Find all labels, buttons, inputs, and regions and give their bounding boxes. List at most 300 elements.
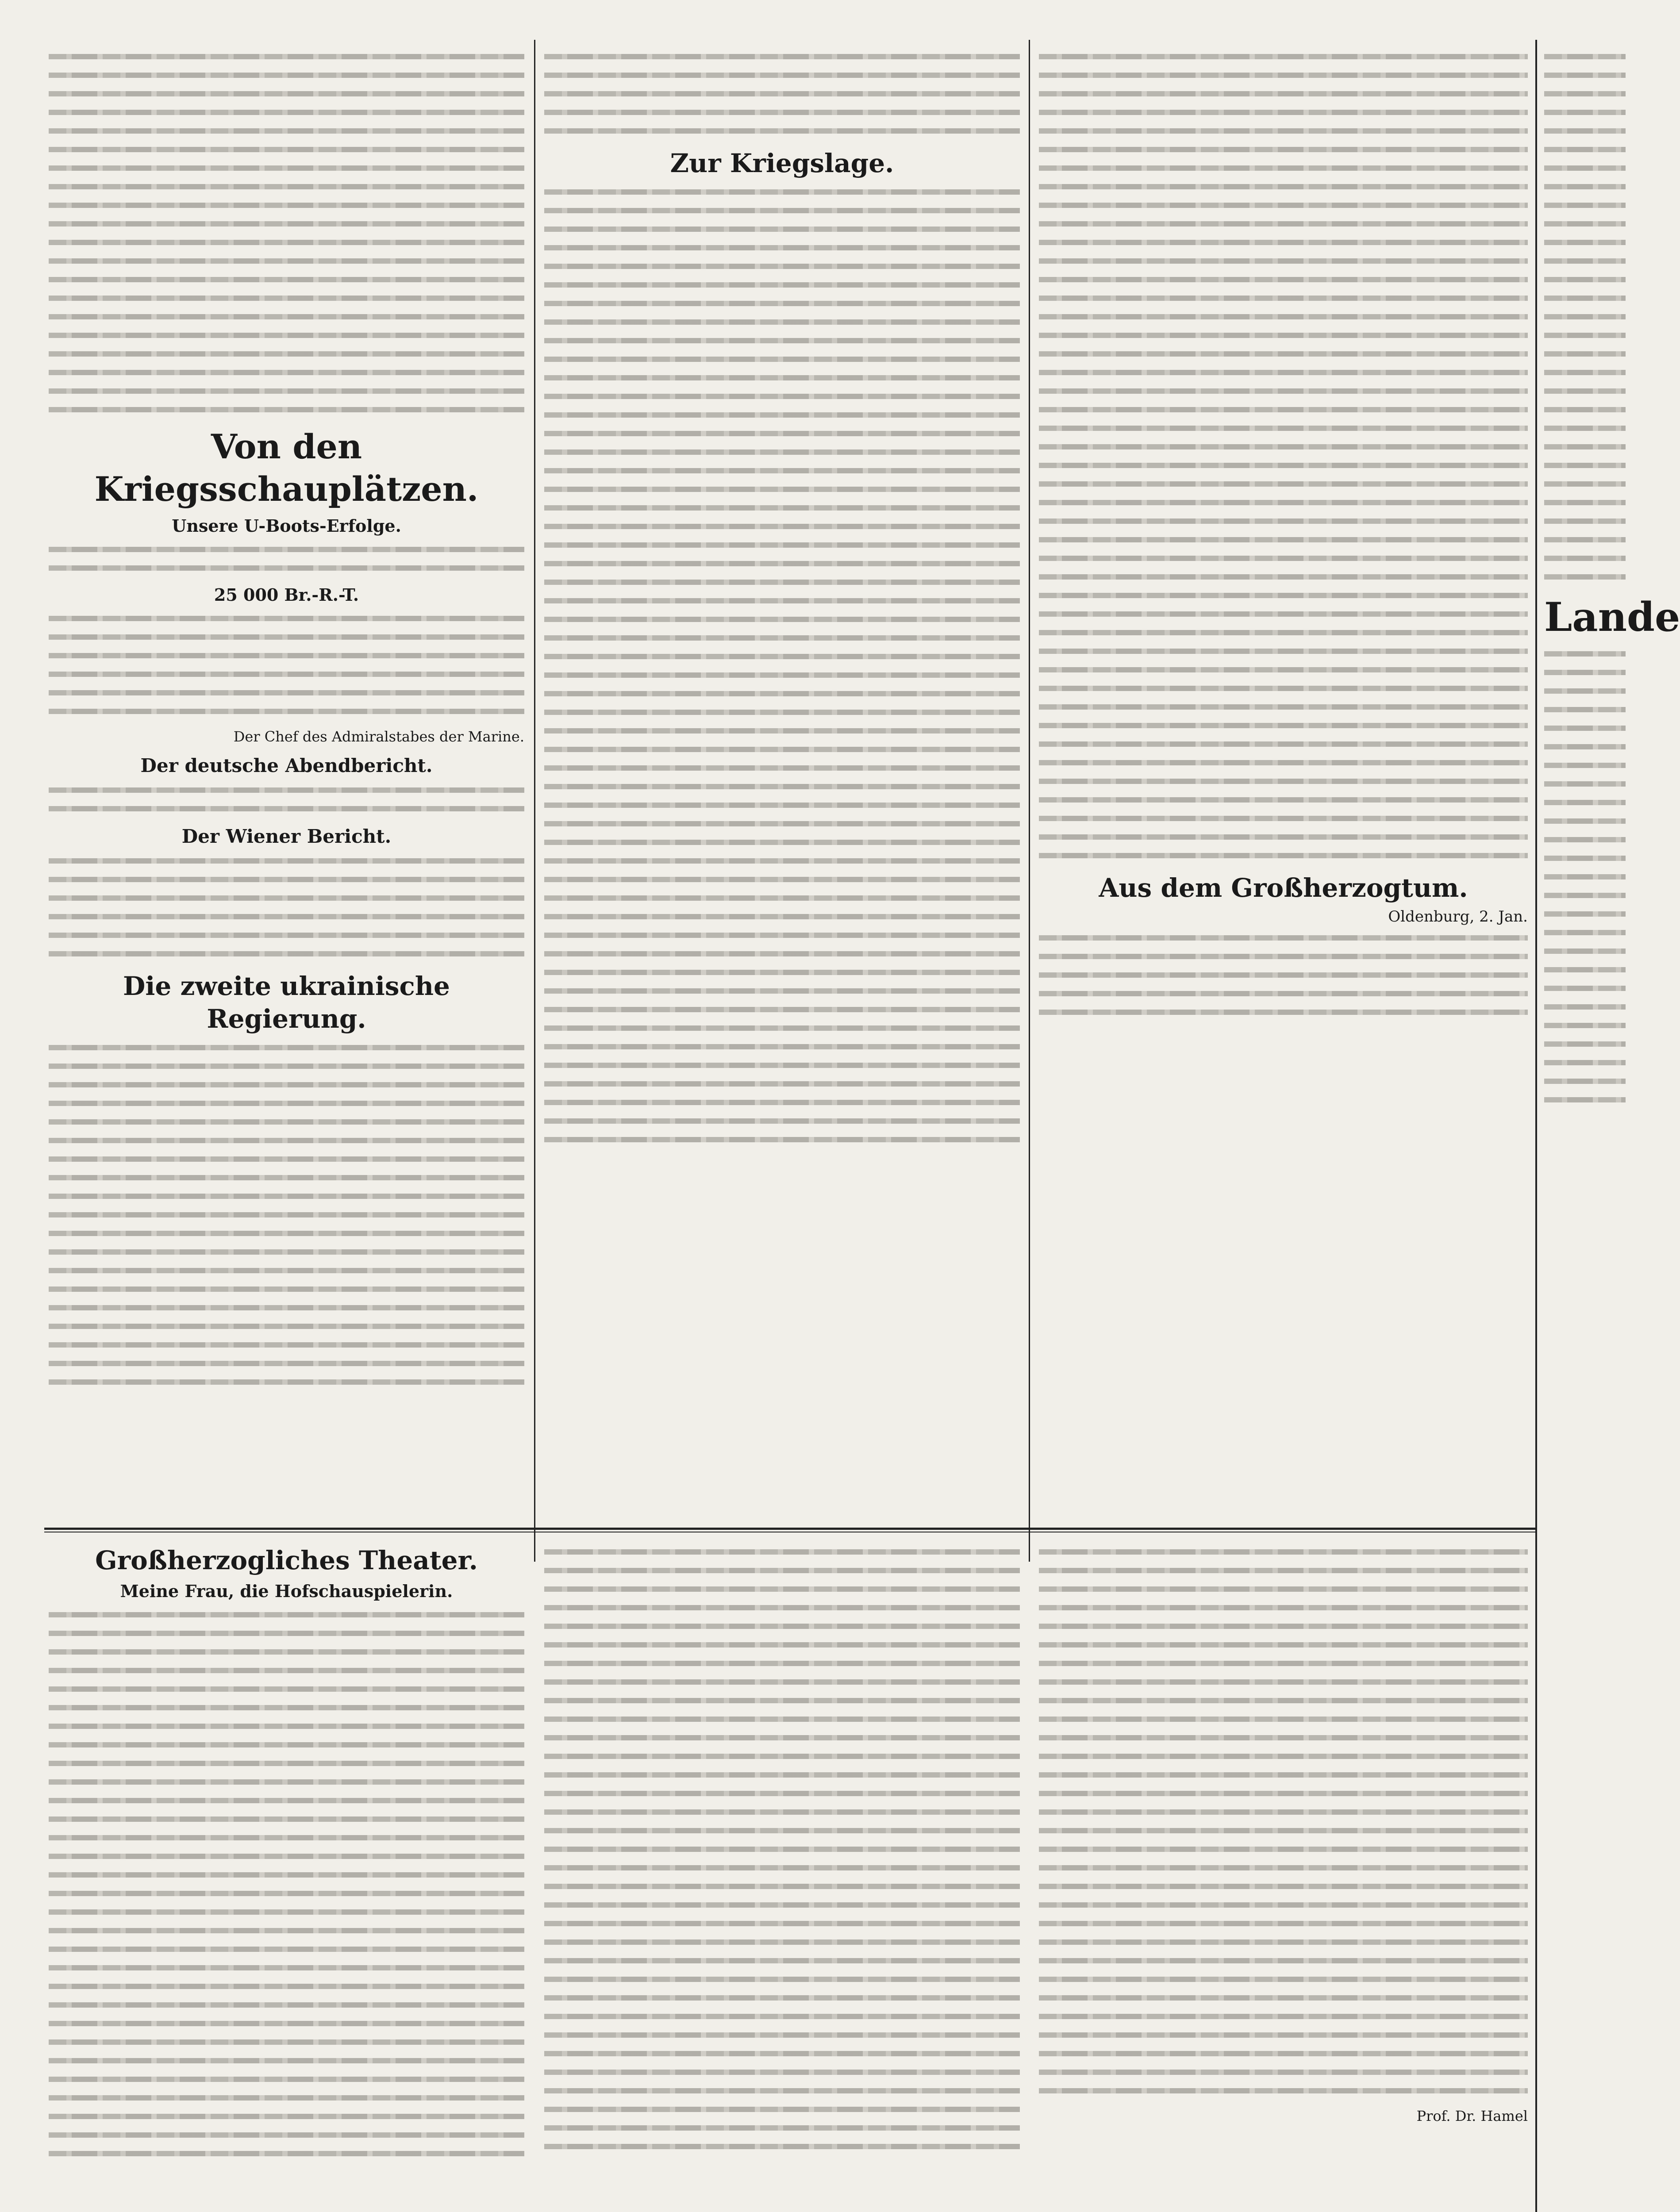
signature: Prof. Dr. Hamel [1416, 2108, 1528, 2124]
unreadable-line [1544, 1041, 1626, 1047]
unreadable-line [49, 128, 524, 134]
unreadable-line [1039, 741, 1528, 747]
unreadable-line [1544, 893, 1626, 898]
unreadable-line [1544, 986, 1626, 991]
unreadable-line [49, 2095, 524, 2101]
unreadable-line [49, 1909, 524, 1915]
unreadable-line [544, 1809, 1020, 1815]
unreadable-line [1039, 574, 1528, 580]
unreadable-line [544, 1679, 1020, 1685]
unreadable-line [544, 1977, 1020, 1982]
unreadable-line [544, 282, 1020, 288]
unreadable-line [49, 1984, 524, 1989]
unreadable-line [49, 1342, 524, 1348]
unreadable-line [1039, 649, 1528, 654]
unreadable-line [1039, 2032, 1528, 2038]
article-title: Aus dem Großherzogtum. [1099, 873, 1468, 903]
unreadable-line [1039, 277, 1528, 282]
unreadable-line [1544, 781, 1626, 787]
unreadable-line [49, 565, 524, 571]
unreadable-line [1544, 837, 1626, 842]
unreadable-line [1039, 686, 1528, 691]
unreadable-line [544, 728, 1020, 733]
unreadable-line [1544, 688, 1626, 694]
unreadable-line [544, 580, 1020, 585]
unreadable-line [544, 110, 1020, 115]
unreadable-line [49, 933, 524, 938]
unreadable-line [1039, 444, 1528, 449]
unreadable-line [1544, 221, 1626, 227]
unreadable-line [1039, 426, 1528, 431]
unreadable-line [49, 1324, 524, 1329]
unreadable-line [49, 388, 524, 394]
unreadable-line [1039, 1791, 1528, 1796]
unreadable-line [1039, 351, 1528, 357]
unreadable-line [1039, 1735, 1528, 1740]
unreadable-line [544, 933, 1020, 938]
unreadable-line [49, 877, 524, 882]
unreadable-line [49, 914, 524, 919]
unreadable-line [544, 264, 1020, 269]
unreadable-line [1544, 537, 1626, 542]
theater-title: Großherzogliches Theater. [95, 1545, 478, 1575]
unreadable-line [1544, 277, 1626, 282]
unreadable-line [1039, 128, 1528, 134]
unreadable-line [1039, 537, 1528, 542]
unreadable-line [1039, 1010, 1528, 1015]
unreadable-line [1039, 1921, 1528, 1926]
unreadable-line [1039, 593, 1528, 598]
unreadable-line [1039, 1902, 1528, 1908]
unreadable-line [544, 1921, 1020, 1926]
unreadable-line [1544, 91, 1626, 96]
unreadable-line [544, 1717, 1020, 1722]
unreadable-line [1544, 184, 1626, 189]
unreadable-line [1544, 556, 1626, 561]
unreadable-line [1039, 1828, 1528, 1833]
unreadable-line [49, 1379, 524, 1385]
unreadable-line [1544, 949, 1626, 954]
unreadable-line [544, 1661, 1020, 1666]
unreadable-line [544, 617, 1020, 622]
unreadable-line [49, 2114, 524, 2119]
unreadable-line [49, 1194, 524, 1199]
unreadable-line [544, 1605, 1020, 1610]
unreadable-line [1039, 853, 1528, 858]
unreadable-line [1039, 2051, 1528, 2056]
unreadable-line [1544, 874, 1626, 879]
unreadable-line [544, 449, 1020, 455]
unreadable-line [544, 951, 1020, 956]
unreadable-line [1039, 630, 1528, 635]
unreadable-line [1039, 165, 1528, 171]
unreadable-line [1544, 426, 1626, 431]
report-title: Der Wiener Bericht. [181, 826, 392, 847]
unreadable-line [1039, 1679, 1528, 1685]
unreadable-line [49, 54, 524, 59]
unreadable-line [49, 2039, 524, 2045]
unreadable-line [544, 412, 1020, 418]
unreadable-line [1039, 1717, 1528, 1722]
unreadable-line [544, 1958, 1020, 1963]
unreadable-line [49, 240, 524, 245]
unreadable-line [1039, 1642, 1528, 1647]
tonnage-figure: 25 000 Br.-R.-T. [214, 585, 359, 605]
column-divider [1535, 40, 1537, 2212]
unreadable-line [1544, 54, 1626, 59]
unreadable-line [1039, 704, 1528, 710]
unreadable-line [1039, 240, 1528, 245]
unreadable-line [49, 858, 524, 864]
unreadable-line [544, 2088, 1020, 2093]
unreadable-line [544, 245, 1020, 250]
unreadable-line [544, 2107, 1020, 2112]
unreadable-line [49, 690, 524, 695]
unreadable-line [1039, 1605, 1528, 1610]
unreadable-line [1039, 1884, 1528, 1889]
unreadable-line [49, 672, 524, 677]
unreadable-line [1039, 518, 1528, 524]
unreadable-line [544, 1754, 1020, 1759]
unreadable-line [49, 951, 524, 956]
unreadable-line [544, 1118, 1020, 1124]
unreadable-line [544, 2032, 1020, 2038]
fragment-heading: Lande [1544, 594, 1680, 641]
unreadable-line [544, 91, 1020, 96]
unreadable-line [1039, 407, 1528, 412]
unreadable-line [1544, 1023, 1626, 1028]
unreadable-line [49, 184, 524, 189]
unreadable-line [49, 1761, 524, 1766]
column-divider [1029, 40, 1030, 1562]
theater-col-c [1039, 1540, 1528, 2212]
unreadable-line [544, 1044, 1020, 1049]
unreadable-line [49, 1631, 524, 1636]
unreadable-line [1544, 670, 1626, 675]
unreadable-line [49, 1286, 524, 1292]
unreadable-line [544, 672, 1020, 678]
unreadable-line [544, 394, 1020, 399]
unreadable-line [1039, 1661, 1528, 1666]
unreadable-line [49, 806, 524, 811]
unreadable-line [1039, 1847, 1528, 1852]
unreadable-line [544, 2070, 1020, 2075]
article-title: Die zweite ukrainische Regierung. [123, 971, 450, 1034]
unreadable-line [1039, 314, 1528, 319]
unreadable-line [1039, 1586, 1528, 1592]
unreadable-line [1039, 991, 1528, 996]
unreadable-line [544, 914, 1020, 919]
section-divider [44, 1528, 1535, 1530]
unreadable-line [1039, 556, 1528, 561]
unreadable-line [544, 189, 1020, 195]
theater-col-a [49, 1540, 524, 2212]
unreadable-line [544, 1081, 1020, 1087]
unreadable-line [1544, 518, 1626, 524]
unreadable-line [49, 407, 524, 412]
unreadable-line [1544, 333, 1626, 338]
unreadable-line [544, 895, 1020, 901]
unreadable-line [1039, 935, 1528, 941]
unreadable-line [49, 221, 524, 227]
unreadable-line [1544, 165, 1626, 171]
unreadable-line [1039, 1549, 1528, 1555]
unreadable-line [1039, 481, 1528, 487]
unreadable-line [544, 2014, 1020, 2019]
unreadable-line [544, 635, 1020, 641]
right-page-fragment [1544, 44, 1680, 2212]
unreadable-line [1544, 314, 1626, 319]
unreadable-line [1039, 2070, 1528, 2075]
unreadable-line [49, 1928, 524, 1933]
unreadable-line [49, 2021, 524, 2026]
unreadable-line [49, 2151, 524, 2156]
unreadable-line [544, 524, 1020, 529]
unreadable-line [544, 1995, 1020, 2001]
unreadable-line [544, 128, 1020, 134]
unreadable-line [544, 1624, 1020, 1629]
unreadable-line [1039, 184, 1528, 189]
unreadable-line [544, 1063, 1020, 1068]
unreadable-line [49, 1249, 524, 1255]
unreadable-line [49, 2077, 524, 2082]
unreadable-line [1039, 1958, 1528, 1963]
unreadable-line [49, 370, 524, 375]
unreadable-line [1039, 388, 1528, 394]
unreadable-line [544, 319, 1020, 325]
unreadable-line [1039, 723, 1528, 728]
unreadable-line [1544, 967, 1626, 972]
unreadable-line [49, 1305, 524, 1310]
unreadable-line [1039, 203, 1528, 208]
unreadable-line [49, 1724, 524, 1729]
unreadable-line [544, 858, 1020, 864]
unreadable-line [544, 1100, 1020, 1105]
unreadable-line [49, 1175, 524, 1180]
unreadable-line [1039, 954, 1528, 959]
unreadable-line [49, 314, 524, 319]
unreadable-line [1039, 73, 1528, 78]
unreadable-line [49, 2132, 524, 2138]
unreadable-line [1039, 1772, 1528, 1778]
unreadable-line [49, 296, 524, 301]
unreadable-line [544, 468, 1020, 473]
unreadable-line [49, 1816, 524, 1822]
unreadable-line [1039, 1939, 1528, 1945]
unreadable-line [544, 1007, 1020, 1012]
unreadable-line [544, 1549, 1020, 1555]
unreadable-line [544, 1025, 1020, 1031]
unreadable-line [1544, 351, 1626, 357]
unreadable-line [1039, 779, 1528, 784]
unreadable-line [544, 487, 1020, 492]
unreadable-line [1544, 110, 1626, 115]
unreadable-line [544, 710, 1020, 715]
unreadable-line [49, 1965, 524, 1970]
unreadable-line [1544, 1079, 1626, 1084]
unreadable-line [49, 91, 524, 96]
unreadable-line [1544, 911, 1626, 917]
unreadable-line [1544, 726, 1626, 731]
unreadable-line [49, 277, 524, 282]
unreadable-line [544, 784, 1020, 789]
unreadable-line [544, 375, 1020, 380]
unreadable-line [544, 765, 1020, 771]
unreadable-line [544, 1828, 1020, 1833]
unreadable-line [1039, 296, 1528, 301]
unreadable-line [1544, 296, 1626, 301]
unreadable-line [544, 803, 1020, 808]
section-title: Von den Kriegsschauplätzen. [94, 427, 479, 509]
unreadable-line [1544, 407, 1626, 412]
unreadable-line [49, 1268, 524, 1273]
unreadable-line [1544, 574, 1626, 580]
unreadable-line [544, 1884, 1020, 1889]
unreadable-line [49, 1705, 524, 1710]
unreadable-line [49, 333, 524, 338]
unreadable-line [49, 1854, 524, 1859]
unreadable-line [49, 1231, 524, 1236]
signature: Der Chef des Admiralstabes der Marine. [233, 728, 524, 745]
unreadable-line [49, 1064, 524, 1069]
unreadable-line [49, 1119, 524, 1125]
unreadable-line [544, 1568, 1020, 1573]
unreadable-line [1544, 388, 1626, 394]
unreadable-line [1544, 463, 1626, 468]
unreadable-line [544, 598, 1020, 603]
unreadable-line [544, 1642, 1020, 1647]
unreadable-line [544, 227, 1020, 232]
unreadable-line [49, 1212, 524, 1217]
unreadable-line [1039, 1698, 1528, 1703]
unreadable-line [1039, 258, 1528, 264]
unreadable-line [1039, 834, 1528, 840]
unreadable-line [49, 1668, 524, 1673]
unreadable-line [544, 208, 1020, 213]
unreadable-line [1544, 240, 1626, 245]
unreadable-line [49, 1798, 524, 1803]
unreadable-line [1544, 500, 1626, 505]
unreadable-line [1039, 1624, 1528, 1629]
unreadable-line [49, 616, 524, 621]
unreadable-line [544, 357, 1020, 362]
unreadable-line [1544, 481, 1626, 487]
unreadable-line [1039, 972, 1528, 978]
unreadable-line [544, 1772, 1020, 1778]
unreadable-line [49, 1742, 524, 1747]
unreadable-line [1039, 370, 1528, 375]
unreadable-line [1544, 1004, 1626, 1010]
unreadable-line [544, 1137, 1020, 1142]
unreadable-line [1544, 818, 1626, 824]
unreadable-line [1544, 744, 1626, 749]
unreadable-line [1039, 91, 1528, 96]
article-title: Zur Kriegslage. [670, 148, 894, 178]
unreadable-line [1039, 1754, 1528, 1759]
unreadable-line [49, 258, 524, 264]
unreadable-line [49, 1835, 524, 1840]
unreadable-line [49, 1361, 524, 1366]
unreadable-line [544, 988, 1020, 994]
unreadable-line [1544, 444, 1626, 449]
unreadable-line [544, 877, 1020, 882]
unreadable-line [544, 431, 1020, 436]
report-title: Der deutsche Abendbericht. [140, 755, 433, 776]
unreadable-line [1544, 856, 1626, 861]
unreadable-line [49, 653, 524, 658]
unreadable-line [1039, 333, 1528, 338]
unreadable-line [49, 1082, 524, 1087]
unreadable-line [544, 2144, 1020, 2149]
unreadable-line [1544, 370, 1626, 375]
unreadable-line [544, 1735, 1020, 1740]
unreadable-line [49, 547, 524, 552]
unreadable-line [49, 895, 524, 901]
unreadable-line [1039, 816, 1528, 821]
unreadable-line [1544, 128, 1626, 134]
unreadable-line [1039, 1995, 1528, 2001]
unreadable-line [49, 2058, 524, 2063]
unreadable-line [49, 110, 524, 115]
unreadable-line [49, 1612, 524, 1617]
unreadable-line [1039, 1865, 1528, 1870]
column-2 [544, 44, 1020, 1522]
unreadable-line [544, 73, 1020, 78]
unreadable-line [49, 1891, 524, 1896]
unreadable-line [1039, 667, 1528, 672]
unreadable-line [544, 747, 1020, 752]
unreadable-line [1544, 147, 1626, 152]
unreadable-line [49, 2002, 524, 2008]
unreadable-line [1039, 797, 1528, 803]
unreadable-line [49, 1045, 524, 1050]
unreadable-line [1544, 651, 1626, 657]
unreadable-line [1544, 1097, 1626, 1102]
unreadable-line [49, 1872, 524, 1878]
unreadable-line [544, 2125, 1020, 2131]
unreadable-line [1544, 763, 1626, 768]
unreadable-line [544, 1791, 1020, 1796]
unreadable-line [544, 2051, 1020, 2056]
unreadable-line [544, 654, 1020, 659]
unreadable-line [544, 542, 1020, 548]
unreadable-line [1039, 221, 1528, 227]
play-title: Meine Frau, die Hofschauspielerin. [120, 1581, 453, 1601]
unreadable-line [49, 351, 524, 357]
unreadable-line [49, 1138, 524, 1143]
column-3 [1039, 44, 1528, 1522]
unreadable-line [49, 147, 524, 152]
unreadable-line [1039, 1977, 1528, 1982]
unreadable-line [544, 1586, 1020, 1592]
section-subtitle: Unsere U-Boots-Erfolge. [172, 516, 401, 536]
dateline: Oldenburg, 2. Jan. [1388, 908, 1528, 926]
unreadable-line [544, 970, 1020, 975]
unreadable-line [49, 1649, 524, 1655]
unreadable-line [49, 1686, 524, 1692]
unreadable-line [1039, 110, 1528, 115]
unreadable-line [1544, 73, 1626, 78]
unreadable-line [1039, 500, 1528, 505]
unreadable-line [49, 1156, 524, 1162]
unreadable-line [544, 1902, 1020, 1908]
unreadable-line [544, 561, 1020, 566]
unreadable-line [1544, 1060, 1626, 1065]
unreadable-line [49, 787, 524, 793]
unreadable-line [49, 1101, 524, 1106]
unreadable-line [1039, 1568, 1528, 1573]
unreadable-line [544, 338, 1020, 343]
